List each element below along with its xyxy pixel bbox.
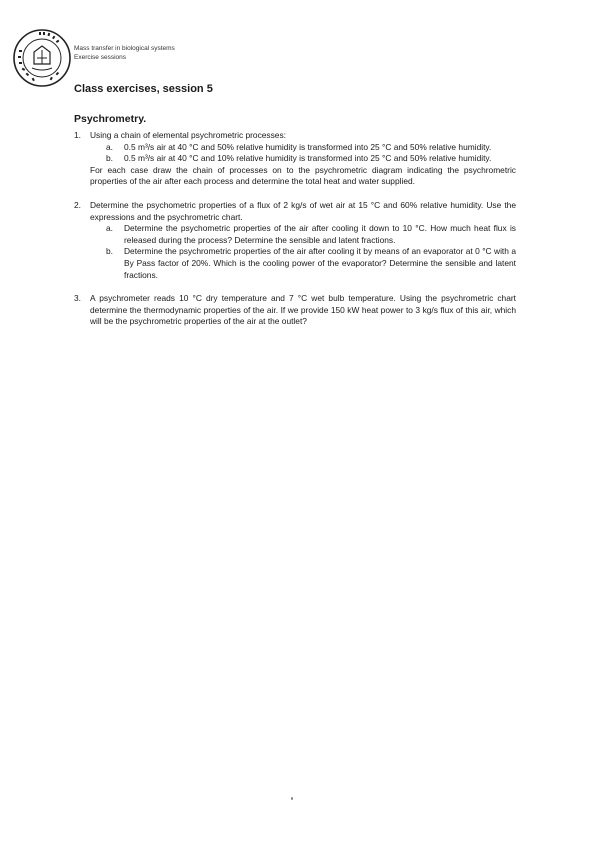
exercise-text: Determine the psychometric properties of a flux of 2 kg/s of wet air at 15 °C and 60% relative humidity. Use the expressions and the psychrometric chart. bbox=[90, 199, 516, 222]
item-text: Determine the psychrometric properties of the air after cooling it by means of an evaporator at 0 °C with a By Pass factor of 20%. Which is the cooling power of the evaporator? Determine the sensible and latent fractions. bbox=[124, 246, 516, 280]
item-text: 0.5 m³/s air at 40 °C and 50% relative humidity is transformed into 25 °C and 50% relative humidity. bbox=[124, 141, 492, 152]
section-heading: Psychrometry. bbox=[74, 113, 147, 125]
scan-mark bbox=[291, 797, 293, 800]
exercise-3 bbox=[74, 293, 516, 328]
exercise-1-followup: For each case draw the chain of processes on to the psychrometric diagram indicating the psychrometric properties of the air after each process and determine the total heat and water supplied. bbox=[90, 164, 516, 187]
exercise-2-item-a bbox=[106, 223, 516, 246]
course-name: Mass transfer in biological systems bbox=[74, 45, 175, 52]
session-type: Exercise sessions bbox=[74, 54, 127, 61]
exercise-1-item-a bbox=[106, 142, 516, 154]
exercise-number: 3. bbox=[74, 293, 81, 304]
exercise-text: A psychrometer reads 10 °C dry temperature and 7 °C wet bulb temperature. Using the psychrometric chart determine the thermodynamic properties of the air. If we provide 150 kW heat power to 3 kg/s flux of this air, which will be the psychrometric properties of the air at the outlet? bbox=[90, 293, 516, 327]
item-label: a. bbox=[106, 223, 113, 234]
item-label: b. bbox=[106, 153, 113, 164]
exercise-1 bbox=[74, 130, 516, 142]
exercise-number: 2. bbox=[74, 199, 81, 210]
exercise-list bbox=[74, 130, 516, 328]
exercise-number: 1. bbox=[74, 130, 81, 140]
exercise-2-item-b bbox=[106, 246, 516, 281]
item-text: Determine the psychometric properties of the air after cooling it down to 10 °C. How much heat flux is released during the process? Determine the sensible and latent fractions. bbox=[124, 223, 516, 245]
item-text: 0.5 m³/s air at 40 °C and 10% relative humidity is transformed into 25 °C and 50% relative humidity. bbox=[124, 153, 492, 164]
item-label: b. bbox=[106, 246, 113, 257]
item-label: a. bbox=[106, 141, 113, 152]
page-title: Class exercises, session 5 bbox=[74, 83, 213, 95]
exercise-2 bbox=[74, 200, 516, 223]
exercise-1-item-b bbox=[106, 153, 516, 165]
university-seal-icon bbox=[12, 28, 72, 88]
exercise-text: Using a chain of elemental psychrometric processes: bbox=[90, 130, 286, 140]
document-header bbox=[74, 44, 175, 62]
